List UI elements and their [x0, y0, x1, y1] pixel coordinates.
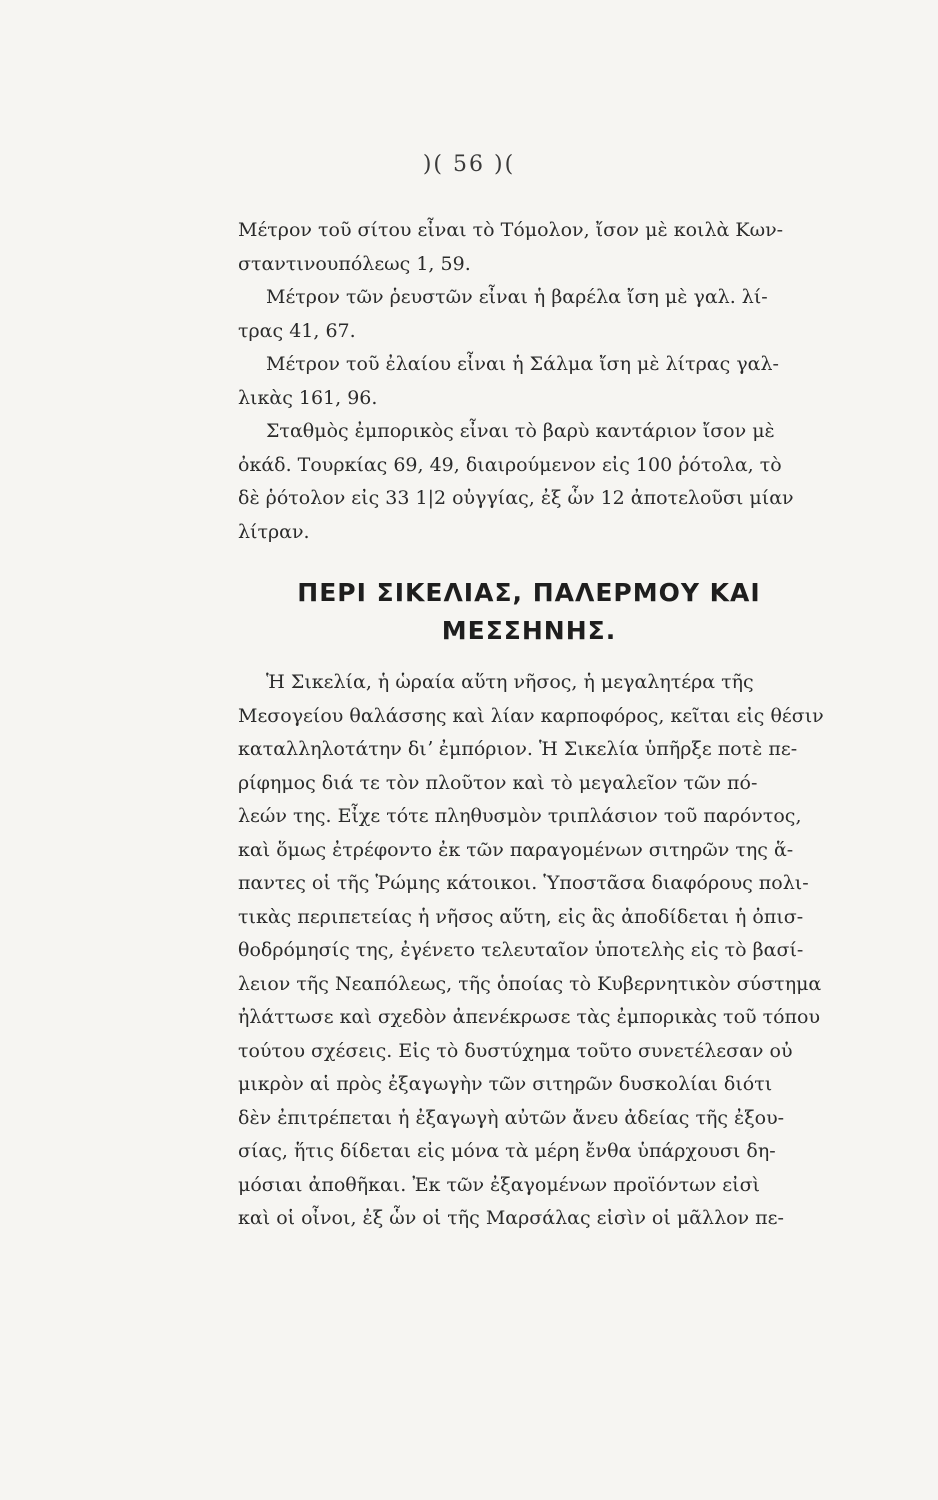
text-line: λειον τῆς Νεαπόλεως, τῆς ὁποίας τὸ Κυβερνητικὸν σύστημα [238, 972, 822, 995]
text-line: Μέτρον τῶν ῥευστῶν εἶναι ἡ βαρέλα ἴση μὲ γαλ. λί- [266, 286, 768, 308]
text-line: ρίφημος διά τε τὸν πλοῦτον καὶ τὸ μεγαλεῖον τῶν πό- [238, 771, 758, 794]
text-line: σίας, ἥτις δίδεται εἰς μόνα τὰ μέρη ἔνθα ὑπάρχουσι δη- [238, 1140, 776, 1162]
text-line: λικὰς 161, 96. [238, 386, 378, 409]
text-line: ἠλάττωσε καὶ σχεδὸν ἀπενέκρωσε τὰς ἐμπορικὰς τοῦ τόπου [238, 1006, 821, 1028]
text-line: Ἡ Σικελία, ἡ ὡραία αὕτη νῆσος, ἡ μεγαλητέρα τῆς [266, 671, 754, 693]
text-line: Μεσογείου θαλάσσης καὶ λίαν καρποφόρος, κεῖται εἰς θέσιν [238, 704, 824, 727]
measures-paragraph [238, 214, 820, 549]
section-title-line-2: ΜΕΣΣΗΝΗΣ. [441, 616, 617, 645]
text-line: παντες οἱ τῆς Ῥώμης κάτοικοι. Ὑποστᾶσα διαφόρους πολι- [238, 872, 809, 894]
text-line: σταντινουπόλεως 1, 59. [238, 252, 471, 275]
text-line: τρας 41, 67. [238, 319, 356, 342]
text-line: λίτραν. [238, 520, 310, 543]
page-number-header: )( 56 )( [422, 152, 516, 177]
text-line: καὶ οἱ οἶνοι, ἐξ ὧν οἱ τῆς Μαρσάλας εἰσὶν οἱ μᾶλλον πε- [238, 1207, 784, 1229]
sicily-paragraph [238, 666, 824, 1236]
text-line: λεών της. Εἶχε τότε πληθυσμὸν τριπλάσιον τοῦ παρόντος, [238, 805, 802, 827]
text-line: ὀκάδ. Τουρκίας 69, 49, διαιρούμενον εἰς 100 ῥότολα, τὸ [238, 453, 782, 476]
text-line: μικρὸν αἱ πρὸς ἐξαγωγὴν τῶν σιτηρῶν δυσκολίαι διότι [238, 1073, 773, 1095]
text-line: θοδρόμησίς της, ἐγένετο τελευταῖον ὑποτελὴς εἰς τὸ βασί- [238, 939, 804, 961]
text-line: Μέτρον τοῦ ἐλαίου εἶναι ἡ Σάλμα ἴση μὲ λίτρας γαλ- [266, 353, 779, 375]
text-line: δὲν ἐπιτρέπεται ἡ ἐξαγωγὴ αὐτῶν ἄνευ ἀδείας τῆς ἐξου- [238, 1106, 785, 1129]
text-line: Μέτρον τοῦ σίτου εἶναι τὸ Τόμολον, ἴσον μὲ κοιλὰ Κων- [238, 219, 784, 241]
text-line: δὲ ῥότολον εἰς 33 1|2 οὐγγίας, ἐξ ὧν 12 ἀποτελοῦσι μίαν [238, 487, 794, 509]
section-title-line-1: ΠΕΡΙ ΣΙΚΕΛΙΑΣ, ΠΑΛΕΡΜΟΥ ΚΑΙ [297, 578, 761, 607]
section-title [238, 574, 820, 650]
text-line: καὶ ὅμως ἐτρέφοντο ἐκ τῶν παραγομένων σιτηρῶν της ἅ- [238, 838, 794, 861]
text-line: Σταθμὸς ἐμπορικὸς εἶναι τὸ βαρὺ καντάριον ἴσον μὲ [266, 420, 775, 442]
text-line: τούτου σχέσεις. Εἰς τὸ δυστύχημα τοῦτο συνετέλεσαν οὐ [238, 1039, 793, 1062]
text-line: μόσιαι ἀποθῆκαι. Ἐκ τῶν ἐξαγομένων προϊόντων εἰσὶ [238, 1173, 761, 1196]
text-line: καταλληλοτάτην διʼ ἐμπόριον. Ἡ Σικελία ὑπῆρξε ποτὲ πε- [238, 738, 798, 760]
text-line: τικὰς περιπετείας ἡ νῆσος αὕτη, εἰς ἃς ἀποδίδεται ἡ ὀπισ- [238, 905, 804, 928]
